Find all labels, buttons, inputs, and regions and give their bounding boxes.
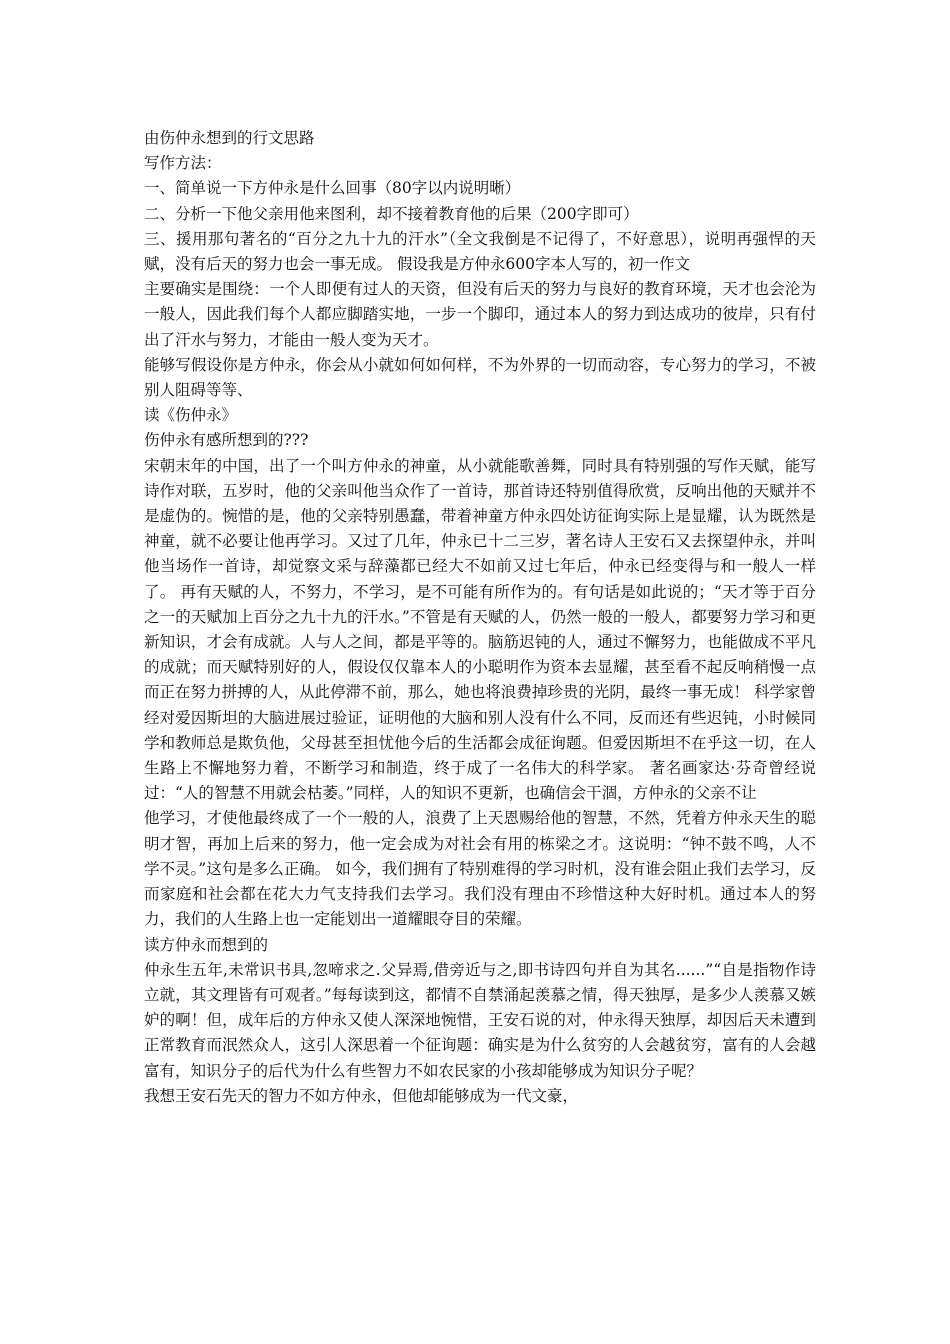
section-heading-reading-fang: 读方仲永而想到的: [144, 935, 269, 954]
document-title: 由伤仲永想到的行文思路: [144, 129, 315, 147]
paragraph-step-3: 三、援用那句著名的“百分之九十九的汗水”（全文我倒是不记得了，不好意思），说明再强悍的天赋，没有后天的努力也会一事无成。 假设我是方仲永600字本人写的，初一作文: [144, 229, 816, 274]
paragraph-suggestion: 能够写假设你是方仲永，你会从小就如何如何样，不为外界的一切而动容，专心努力的学习，不被别人阻碍等等、: [144, 355, 816, 400]
paragraph-step-2: 二、分析一下他父亲用他来图利，却不接着教育他的后果（200字即可）: [144, 204, 639, 223]
essay-body-2: 他学习，才使他最终成了一个一般的人，浪费了上天恩赐给他的智慧，不然，凭着方仲永天生的聪明才智，再加上后来的努力，他一定会成为对社会有用的栋梁之才。这说明：“钟不鼓不鸣，人不学不灵。”这句是多么正确。 如今，我们拥有了特别难得的学习时机，没有谁会阻止我们去学习，反而家庭和社会都在花大力气支持我们去学习。我们没有理由不珍惜这种大好时机。通过本人的努力，我们的人生路上也一定能划出一道耀眼夺目的荣耀。: [144, 809, 816, 929]
essay-body-3: 仲永生五年,未常识书具,忽啼求之.父异焉,借旁近与之,即书诗四句并自为其名......”“自是指物作诗立就，其文理皆有可观者。”每每读到这，都情不自禁涌起羡慕之情，得天独厚，是多少人羡慕又嫉妒的啊！但，成年后的方仲永又使人深深地惋惜，王安石说的对，仲永得天独厚，却因后天未遭到正常教育而泯然众人，这引人深思着一个征询题：确实是为什么贫穷的人会越贫穷，富有的人会越富有，知识分子的后代为什么有些智力不如农民家的小孩却能够成为知识分子呢？: [144, 960, 816, 1080]
paragraph-writing-method: 写作方法：: [144, 154, 222, 173]
paragraph-step-1: 一、简单说一下方仲永是什么回事（80字以内说明晰）: [144, 179, 521, 198]
paragraph-main-idea: 主要确实是围绕：一个人即便有过人的天资，但没有后天的努力与良好的教育环境，天才也会沦为一般人，因此我们每个人都应脚踏实地，一步一个脚印，通过本人的努力到达成功的彼岸，只有付出了汗水与努力，才能由一般人变为天才。: [144, 280, 816, 349]
essay-body-1: 宋朝末年的中国，出了一个叫方仲永的神童，从小就能歌善舞，同时具有特别强的写作天赋，能写诗作对联，五岁时，他的父亲叫他当众作了一首诗，那首诗还特别值得欣赏，反响出他的天赋并不是虚伪的。惋惜的是，他的父亲特别愚蠢，带着神童方仲永四处访征询实际上是显耀，认为既然是神童，就不必要让他再学习。又过了几年，仲永已十二三岁，著名诗人王安石又去探望仲永，并叫他当场作一首诗，却觉察文采与辞藻都已经大不如前又过七年后，仲永已经变得与和一般人一样了。 再有天赋的人，不努力，不学习，是不可能有所作为的。有句话是如此说的；“天才等于百分之一的天赋加上百分之九十九的汗水。”不管是有天赋的人，仍然一般的一般人，都要努力学习和更新知识，才会有成就。人与人之间，都是平等的。脑筋迟钝的人，通过不懈努力，也能做成不平凡的成就；而天赋特别好的人，假设仅仅靠本人的小聪明作为资本去显耀，甚至看不起反响稍慢一点而正在努力拼搏的人，从此停滞不前，那么，她也将浪费掉珍贵的光阴，最终一事无成！ 科学家曾经对爱因斯坦的大脑进展过验证，证明他的大脑和别人没有什么不同，反而还有些迟钝，小时候同学和教师总是欺负他，父母甚至担忧他今后的生活都会成征询题。但爱因斯坦不在乎这一切，在人生路上不懈地努力着，不断学习和制造，终于成了一名伟大的科学家。 著名画家达·芬奇曾经说过：“人的智慧不用就会枯萎。”同样，人的知识不更新，也确信会干涸，方仲永的父亲不让: [144, 456, 816, 803]
essay-body-4: 我想王安石先天的智力不如方仲永，但他却能够成为一代文豪，: [144, 1086, 579, 1105]
section-heading-read: 读《伤仲永》: [144, 406, 238, 425]
document-page: [144, 126, 816, 1109]
section-heading-thoughts: 伤仲永有感所想到的???: [144, 431, 309, 450]
